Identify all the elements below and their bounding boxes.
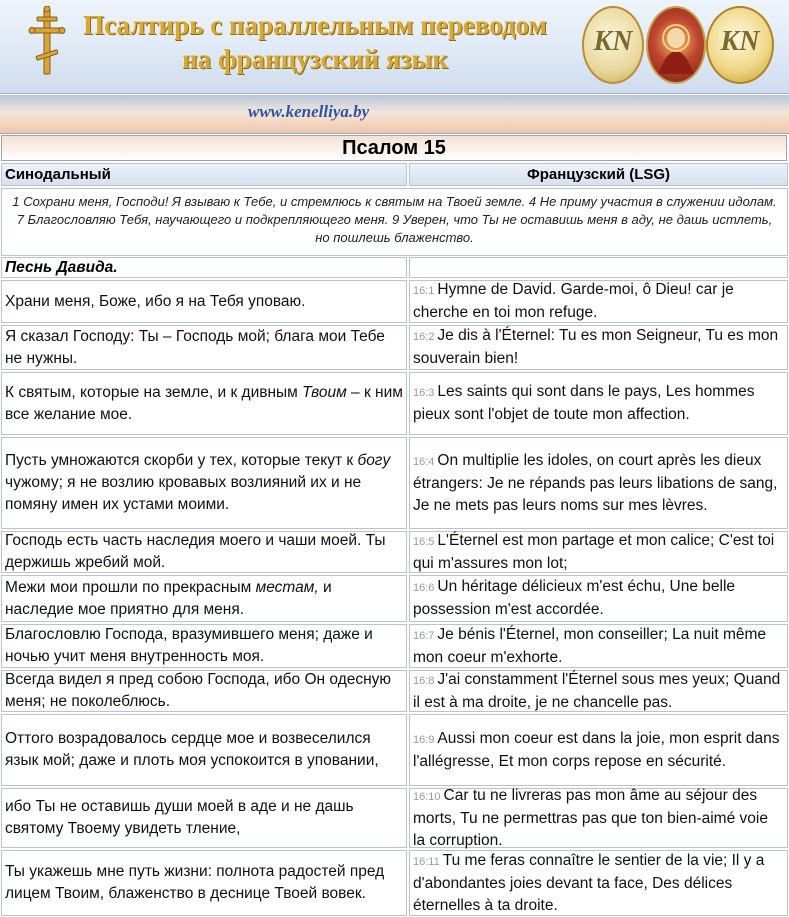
verse-number[interactable]: 16:11	[413, 855, 440, 868]
verse-fr-text: J'ai constamment l'Éternel sous mes yeux; Quand il est à ma droite, je ne chancelle pas.	[413, 670, 781, 711]
verse-ru-italic-word: богу	[357, 452, 391, 469]
verse-ru-cell	[1, 670, 407, 712]
theotokos-icon	[648, 8, 704, 82]
verse-fr-text: Je dis à l'Éternel: Tu es mon Seigneur, Tu es mon souverain bien!	[413, 327, 779, 367]
verse-ru-fragment: – к ним все желание мое.	[5, 383, 403, 423]
verse-fr-text: Je bénis l'Éternel, mon conseiller; La nuit même mon coeur m'exhorte.	[413, 625, 767, 666]
column-header-synodal: Синодальный	[1, 163, 407, 186]
site-url-link[interactable]: www.kenelliya.by	[248, 102, 370, 121]
kn-gold-logo[interactable]	[706, 6, 774, 84]
psalm-title: Псалом 15	[1, 135, 787, 161]
verse-number[interactable]: 16:6	[413, 582, 435, 594]
verse-fr-text: Hymne de David. Garde-moi, ô Dieu! car je cherche en toi mon refuge.	[413, 281, 734, 321]
verse-number[interactable]: 16:8	[413, 674, 435, 687]
verse-ru-fragment: Межи мои прошли по прекрасным	[5, 578, 256, 596]
verse-fr-text-wrap	[413, 325, 784, 370]
verse-fr-cell	[409, 850, 788, 916]
verse-fr-text-wrap	[413, 785, 784, 852]
verse-ru-cell	[1, 575, 407, 622]
column-header-french: Французский (LSG)	[409, 163, 788, 186]
verse-ru-italic-word: местам,	[255, 578, 319, 596]
verse-ru-cell	[1, 325, 407, 370]
verse-ru-text	[5, 450, 403, 516]
superscription-fr-empty	[409, 257, 788, 278]
kn-logo[interactable]	[582, 6, 644, 84]
verse-ru-cell	[1, 280, 407, 323]
verse-ru-cell	[1, 714, 407, 786]
verse-fr-text-wrap	[413, 576, 784, 621]
verse-ru-italic-word: Твоим	[302, 383, 347, 401]
verse-fr-text: L'Éternel est mon partage et mon calice; C'est toi qui m'assures mon lot;	[413, 531, 775, 572]
verse-ru-cell	[1, 437, 407, 529]
verse-ru-fragment: Оттого возрадовалось сердце мое и возвеселился язык мой; даже и плоть моя успокоится в уповании,	[5, 730, 379, 769]
verse-ru-cell	[1, 531, 407, 573]
verse-fr-text-wrap	[413, 624, 784, 669]
kn-gold-logo-text: KN	[720, 26, 760, 57]
icon-medallion[interactable]	[646, 6, 706, 84]
verse-ru-text	[5, 382, 403, 426]
verse-ru-text	[5, 577, 403, 621]
verse-ru-text	[5, 669, 403, 713]
verse-ru-fragment: Пусть умножаются скорби у тех, которые текут к	[5, 452, 358, 469]
verse-ru-text	[5, 291, 305, 313]
verse-ru-text	[5, 624, 403, 668]
verse-fr-cell	[409, 437, 788, 529]
verse-ru-cell	[1, 850, 407, 916]
verse-fr-cell	[409, 714, 788, 786]
verse-fr-text: Car tu ne livreras pas mon âme au séjour des morts, Tu ne permettras pas que ton bien-aimé voie la corruption.	[413, 786, 768, 849]
verse-ru-fragment: чужому; я не возлию кровавых возлияний их и не помяну имен их устами моими.	[5, 474, 362, 513]
verse-ru-fragment: ибо Ты не оставишь души моей в аде и не дашь святому Твоему увидеть тление,	[5, 798, 354, 837]
verse-fr-text-wrap	[413, 381, 784, 426]
verse-fr-text-wrap	[413, 850, 784, 917]
superscription-text: Песнь Давида.	[5, 258, 118, 276]
verse-number[interactable]: 16:1	[413, 285, 435, 297]
verse-fr-cell	[409, 325, 788, 370]
verse-fr-cell	[409, 624, 788, 668]
verse-fr-cell	[409, 372, 788, 435]
verse-fr-text-wrap	[413, 450, 784, 517]
verse-number[interactable]: 16:5	[413, 535, 435, 548]
verse-fr-cell	[409, 575, 788, 622]
verse-ru-text	[5, 861, 403, 905]
verse-fr-text: Les saints qui sont dans le pays, Les hommes pieux sont l'objet de toute mon affection.	[413, 383, 755, 423]
verse-fr-text: Tu me feras connaître le sentier de la vie; Il y a d'abondantes joies devant ta face, Des délices éternelles à ta droite.	[413, 851, 765, 914]
superscription-ru	[1, 257, 407, 278]
site-banner	[0, 0, 789, 94]
verse-ru-fragment: Господь есть часть наследия моего и чаши моей. Ты держишь жребий мой.	[5, 532, 386, 571]
verse-ru-fragment: Благословлю Господа, вразумившего меня; даже и ночью учит меня внутренность моя.	[5, 626, 373, 665]
verse-ru-fragment: Ты укажешь мне путь жизни: полнота радостей пред лицем Твоим, блаженство в деснице Твоей вовек.	[5, 863, 385, 902]
verse-number[interactable]: 16:7	[413, 629, 435, 642]
verse-ru-fragment: К святым, которые на земле, и к дивным	[5, 383, 303, 401]
banner-title-line1: Псалтирь с параллельным переводом	[83, 10, 547, 40]
verse-number[interactable]: 16:9	[413, 733, 435, 746]
verse-number[interactable]: 16:3	[413, 387, 435, 399]
verse-ru-text	[5, 796, 403, 840]
verse-ru-fragment: Храни меня, Боже, ибо я на Тебя уповаю.	[5, 292, 306, 310]
verse-ru-text	[5, 326, 403, 370]
verse-fr-text: On multiplie les idoles, on court après les dieux étrangers: Je ne répands pas leurs libations de sang, Je ne mets pas leurs noms sur mes lèvres.	[413, 451, 778, 514]
verse-ru-text	[5, 530, 403, 574]
verse-ru-cell	[1, 372, 407, 435]
verse-ru-fragment: Всегда видел я пред собою Господа, ибо Он одесную меня; не поколеблюсь.	[5, 671, 392, 710]
verse-ru-text	[5, 728, 403, 772]
verse-ru-cell	[1, 624, 407, 668]
verse-fr-cell	[409, 280, 788, 323]
verse-fr-text-wrap	[413, 279, 784, 324]
verse-ru-cell	[1, 788, 407, 848]
verse-ru-fragment: и наследие мое приятно для меня.	[5, 578, 332, 618]
verse-fr-text-wrap	[413, 530, 784, 575]
verse-fr-text-wrap	[413, 669, 784, 714]
banner-title-line2: на французский язык	[182, 44, 448, 74]
verse-number[interactable]: 16:2	[413, 331, 435, 343]
url-bar	[0, 95, 789, 134]
verse-fr-cell	[409, 788, 788, 848]
verse-number[interactable]: 16:4	[413, 455, 435, 468]
verse-number[interactable]: 16:10	[413, 790, 441, 803]
verse-ru-fragment: Я сказал Господу: Ты – Господь мой; блага мои Тебе не нужны.	[5, 327, 385, 367]
banner-title	[60, 8, 570, 76]
psalm-summary: 1 Сохрани меня, Господи! Я взываю к Тебе, и стремлюсь к святым на Твоей земле. 4 Не приму участия в служении идолам. 7 Благословляю Тебя, научающего и подкрепляющего меня. 9 Уверен, что Ты не оставишь меня в аду, не дашь истлеть, но пошлешь блаженство.	[1, 188, 788, 256]
verse-fr-text: Un héritage délicieux m'est échu, Une belle possession m'est accordée.	[413, 578, 736, 618]
verse-fr-text-wrap	[413, 728, 784, 773]
verse-fr-text: Aussi mon coeur est dans la joie, mon esprit dans l'allégresse, Et mon corps repose en sécurité.	[413, 729, 780, 770]
verse-fr-cell	[409, 670, 788, 712]
verse-fr-cell	[409, 531, 788, 573]
kn-logo-text: KN	[593, 26, 633, 57]
